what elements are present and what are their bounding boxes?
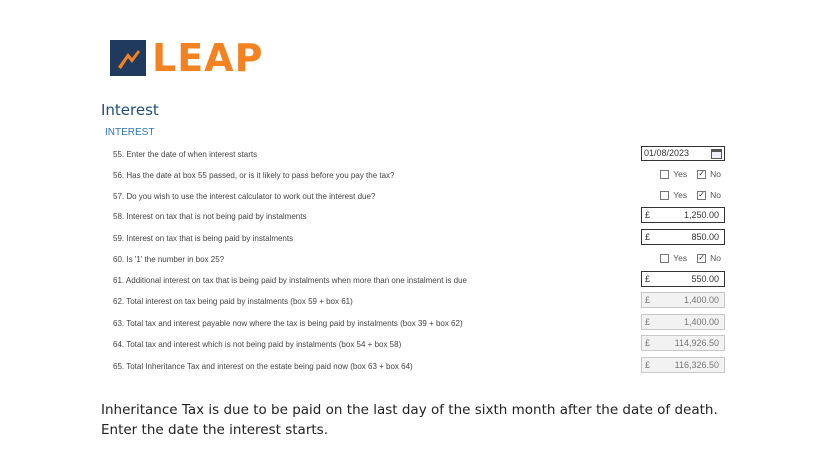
amount-input[interactable] <box>641 271 725 287</box>
row-label: 57. Do you wish to use the interest calculator to work out the interest due? <box>113 191 376 201</box>
interest-start-date-input[interactable] <box>641 146 725 161</box>
currency-symbol: £ <box>645 338 651 348</box>
yes-checkbox[interactable] <box>660 170 669 179</box>
help-text: Inheritance Tax is due to be paid on the last day of the sixth month after the date of death. Enter the date the interest starts. <box>101 402 718 438</box>
currency-symbol: £ <box>645 232 651 242</box>
currency-symbol: £ <box>645 317 651 327</box>
row-label: 64. Total tax and interest which is not being paid by instalments (box 54 + box 58) <box>113 339 402 349</box>
currency-symbol: £ <box>645 360 651 370</box>
no-label: No <box>710 169 721 179</box>
row-label: 55. Enter the date of when interest starts <box>113 149 258 159</box>
currency-symbol: £ <box>645 295 651 305</box>
yes-label: Yes <box>673 253 688 263</box>
amount-value: 1,400.00 <box>683 317 719 327</box>
no-option[interactable] <box>697 253 721 263</box>
currency-symbol: £ <box>645 274 651 284</box>
yes-label: Yes <box>673 190 688 200</box>
yes-no-group <box>650 253 721 263</box>
section-heading: INTEREST <box>105 127 155 138</box>
no-checkbox-checked[interactable]: ✓ <box>698 253 705 262</box>
amount-value: 114,926.50 <box>674 338 719 348</box>
row-label: 63. Total tax and interest payable now where the tax is being paid by instalments (box 39 + box 62) <box>113 318 463 328</box>
no-label: No <box>710 253 721 263</box>
form-row-61 <box>113 270 725 290</box>
date-value: 01/08/2023 <box>644 148 690 158</box>
amount-readonly <box>641 314 725 330</box>
currency-symbol: £ <box>645 210 651 220</box>
leap-logo-text: LEAP <box>152 36 264 80</box>
amount-value: 1,400.00 <box>683 295 719 305</box>
yes-checkbox[interactable] <box>660 191 669 200</box>
form-row-56 <box>113 165 725 185</box>
form-row-60 <box>113 249 725 269</box>
no-option[interactable] <box>697 190 721 200</box>
form-row-62 <box>113 291 725 311</box>
yes-option[interactable] <box>660 253 687 263</box>
yes-checkbox[interactable] <box>660 254 669 263</box>
form-row-65 <box>113 356 725 376</box>
amount-input[interactable] <box>641 207 725 223</box>
yes-option[interactable] <box>660 190 687 200</box>
yes-no-group <box>650 190 721 200</box>
amount-input[interactable] <box>641 229 725 245</box>
amount-readonly <box>641 335 725 351</box>
amount-readonly <box>641 357 725 373</box>
amount-value: 1,250.00 <box>683 210 719 220</box>
no-label: No <box>710 190 721 200</box>
leap-logo <box>110 36 264 80</box>
no-checkbox-checked[interactable]: ✓ <box>698 169 705 178</box>
yes-no-group <box>650 169 721 179</box>
row-label: 59. Interest on tax that is being paid by instalments <box>113 233 294 243</box>
no-checkbox-checked[interactable]: ✓ <box>698 190 705 199</box>
yes-option[interactable] <box>660 169 687 179</box>
no-option[interactable] <box>697 169 721 179</box>
form-row-58 <box>113 206 725 226</box>
form-row-57 <box>113 186 725 206</box>
page-title: Interest <box>101 101 159 119</box>
leap-logo-mark-icon <box>110 40 146 76</box>
row-label: 56. Has the date at box 55 passed, or is it likely to pass before you pay the tax? <box>113 170 395 180</box>
form-row-63 <box>113 313 725 333</box>
amount-value: 116,326.50 <box>674 360 719 370</box>
row-label: 60. Is '1' the number in box 25? <box>113 254 225 264</box>
form-row-55 <box>113 144 725 164</box>
row-label: 58. Interest on tax that is not being paid by instalments <box>113 211 307 221</box>
form-row-64 <box>113 334 725 354</box>
row-label: 61. Additional interest on tax that is being paid by instalments when more than one instalment is due <box>113 275 467 285</box>
amount-readonly <box>641 292 725 308</box>
amount-value: 550.00 <box>691 274 719 284</box>
calendar-icon[interactable] <box>711 149 722 159</box>
row-label: 65. Total Inheritance Tax and interest on the estate being paid now (box 63 + box 64) <box>113 361 413 371</box>
form-row-59 <box>113 228 725 248</box>
yes-label: Yes <box>673 169 688 179</box>
amount-value: 850.00 <box>691 232 719 242</box>
row-label: 62. Total interest on tax being paid by instalments (box 59 + box 61) <box>113 296 353 306</box>
